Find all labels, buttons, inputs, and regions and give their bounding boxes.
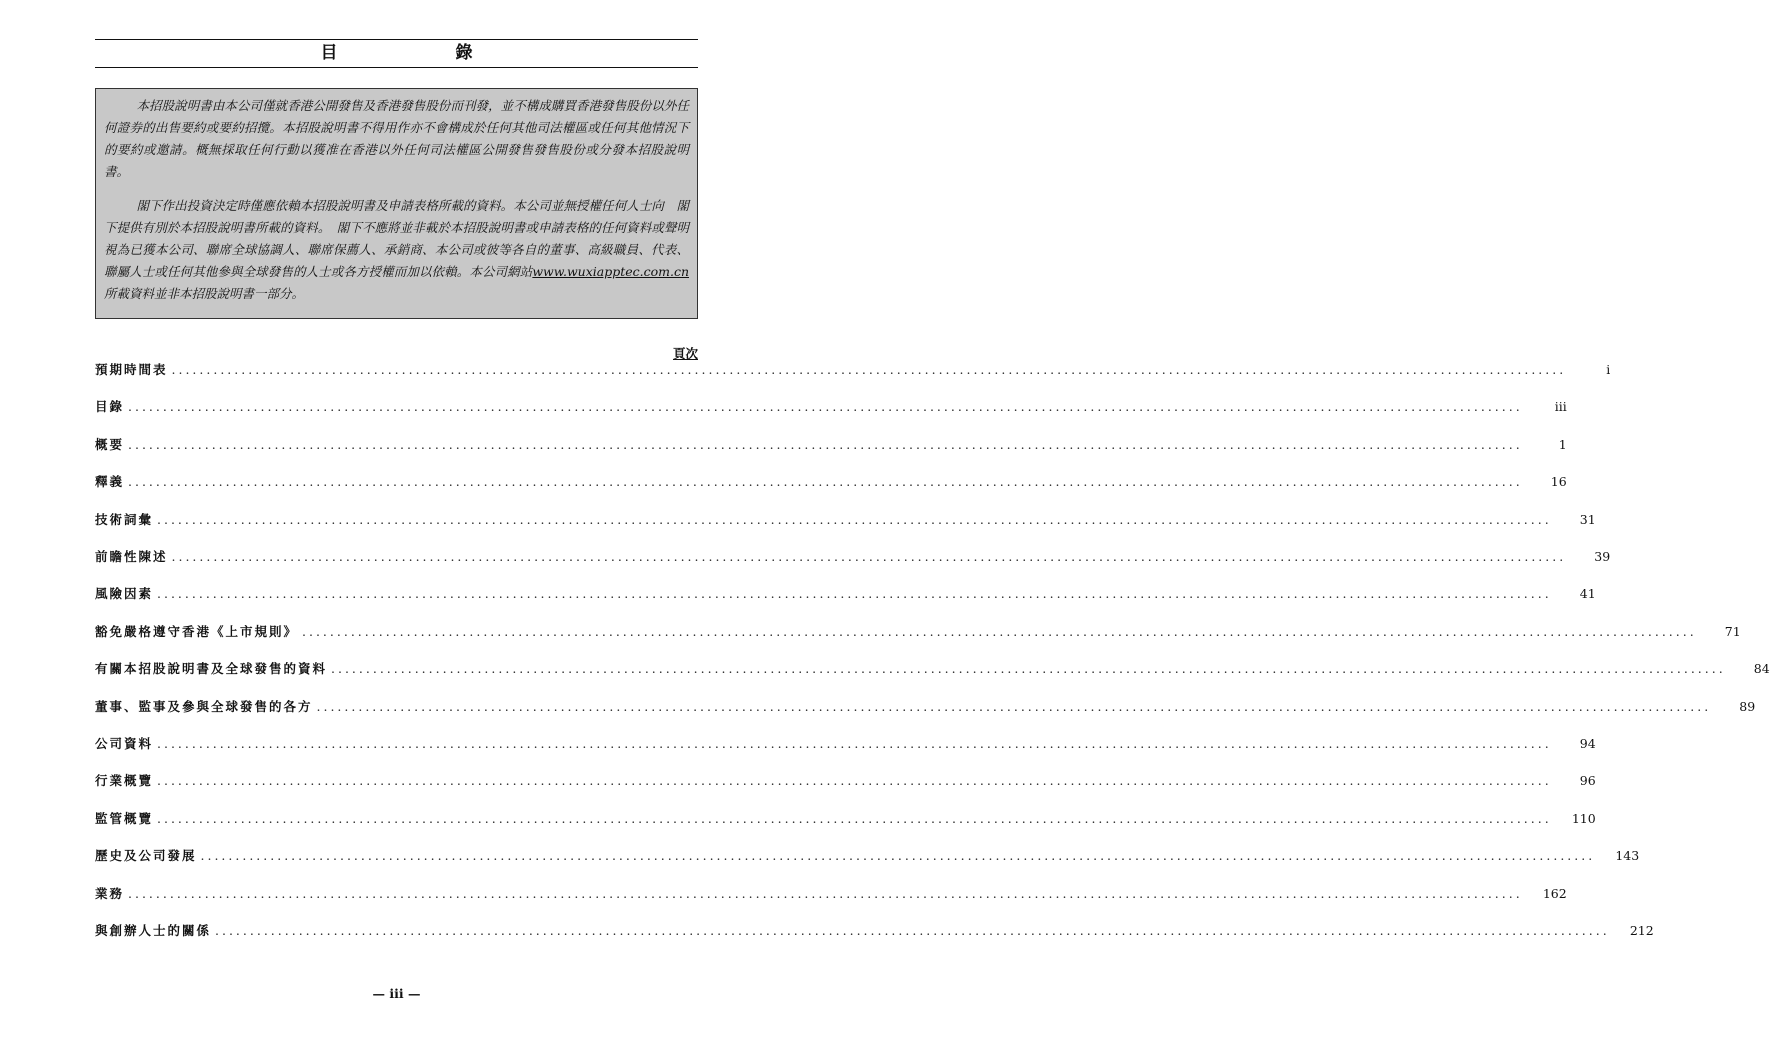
toc-leader-dots: ........................................................................................................................................................................................................ bbox=[200, 848, 1596, 864]
toc-entry-label: 監管概覽 bbox=[95, 810, 154, 826]
toc-entry-page: 41 bbox=[1579, 586, 1596, 602]
toc-entry[interactable] bbox=[95, 809, 1596, 831]
toc-entry[interactable] bbox=[95, 771, 1596, 793]
toc-entry[interactable] bbox=[95, 659, 1770, 681]
disclaimer-box bbox=[95, 88, 698, 319]
toc-leader-dots: ........................................................................................................................................................................................................ bbox=[171, 362, 1567, 377]
toc-leader-dots: ........................................................................................................................................................................................................ bbox=[128, 436, 1523, 452]
toc-entry-page: 162 bbox=[1542, 885, 1567, 901]
toc-entry[interactable] bbox=[95, 921, 1654, 943]
page-number: — iii — bbox=[372, 986, 421, 1001]
toc-entry[interactable] bbox=[95, 884, 1567, 906]
toc-leader-dots: ........................................................................................................................................................................................................ bbox=[128, 885, 1523, 901]
toc-entry-label: 目錄 bbox=[95, 399, 125, 415]
toc-entry-page: 96 bbox=[1579, 773, 1596, 789]
toc-entry-label: 董事、監事及參與全球發售的各方 bbox=[95, 698, 313, 714]
page-title: 目 錄 bbox=[320, 43, 501, 63]
disclaimer-paragraph-1: 本招股說明書由本公司僅就香港公開發售及香港發售股份而刊發，並不構成購買香港發售股份以外任何證券的出售要約或要約招攬。本招股說明書不得用作亦不會構成於任何其他司法權區或任何其他情況下的要約或邀請。概無採取任何行動以獲准在香港以外任何司法權區公開發售發售股份或分發本招股說明書。 bbox=[104, 98, 689, 179]
toc-entry-page: 1 bbox=[1558, 436, 1567, 452]
toc-entry[interactable] bbox=[95, 360, 1611, 382]
toc-leader-dots: ........................................................................................................................................................................................................ bbox=[331, 661, 1726, 677]
toc-entry-page: 89 bbox=[1739, 698, 1756, 714]
toc-leader-dots: ........................................................................................................................................................................................................ bbox=[302, 623, 1697, 639]
toc-leader-dots: ........................................................................................................................................................................................................ bbox=[157, 736, 1552, 751]
toc-entry-label: 與創辦人士的關係 bbox=[95, 923, 212, 938]
toc-entry[interactable] bbox=[95, 584, 1596, 606]
toc-entry-page: iii bbox=[1554, 399, 1567, 415]
title-bottom-rule bbox=[95, 67, 698, 68]
toc-entry[interactable] bbox=[95, 435, 1567, 457]
toc-entry-page: 212 bbox=[1629, 923, 1654, 938]
toc-leader-dots: ........................................................................................................................................................................................................ bbox=[128, 474, 1523, 490]
toc-entry-page: 94 bbox=[1579, 736, 1596, 751]
toc-entry-label: 有關本招股說明書及全球發售的資料 bbox=[95, 661, 328, 677]
toc-entry-label: 預期時間表 bbox=[95, 362, 168, 377]
toc-leader-dots: ........................................................................................................................................................................................................ bbox=[157, 511, 1552, 527]
toc-entry-page: 16 bbox=[1550, 474, 1567, 490]
toc-entry-page: 110 bbox=[1571, 810, 1596, 826]
disclaimer-text-before-link: 閣下作出投資決定時僅應依賴本招股說明書及申請表格所載的資料。本公司並無授權任何人士向 閣下提供有別於本招股說明書所載的資料。 閣下不應將並非載於本招股說明書或申請表格的任何資料或聲明視為已獲本公司、聯席全球協調人、聯席保薦人、承銷商、本公司或彼等各自的董事、高級職員、代表、聯屬人士或任何其他參與全球發售的人士或各方授權而加以依賴。本公司網站 bbox=[104, 198, 689, 279]
toc-leader-dots: ........................................................................................................................................................................................................ bbox=[316, 698, 1712, 714]
toc-entry[interactable] bbox=[95, 734, 1596, 756]
toc-entry-label: 概要 bbox=[95, 436, 125, 452]
toc-entry-label: 歷史及公司發展 bbox=[95, 848, 197, 864]
toc-entry[interactable] bbox=[95, 510, 1596, 532]
toc-leader-dots: ........................................................................................................................................................................................................ bbox=[215, 923, 1610, 938]
toc-entry-page: i bbox=[1606, 362, 1611, 377]
toc-entry-page: 31 bbox=[1579, 511, 1596, 527]
toc-leader-dots: ........................................................................................................................................................................................................ bbox=[128, 399, 1523, 415]
page-column-header: 頁次 bbox=[672, 346, 698, 361]
toc-leader-dots: ........................................................................................................................................................................................................ bbox=[157, 810, 1552, 826]
toc-entry-label: 業務 bbox=[95, 885, 125, 901]
toc-leader-dots: ........................................................................................................................................................................................................ bbox=[171, 549, 1567, 564]
toc-entry-label: 前瞻性陳述 bbox=[95, 549, 168, 564]
toc-entry-label: 豁免嚴格遵守香港《上市規則》 bbox=[95, 623, 299, 639]
toc-entry[interactable] bbox=[95, 547, 1611, 569]
toc-entry-page: 39 bbox=[1594, 549, 1611, 564]
disclaimer-paragraph-2 bbox=[104, 195, 689, 305]
disclaimer-text-after-link: 所載資料並非本招股說明書一部分。 bbox=[104, 286, 305, 301]
toc-entry-page: 71 bbox=[1724, 623, 1741, 639]
top-rule bbox=[95, 39, 698, 40]
toc-entry-label: 公司資料 bbox=[95, 736, 154, 751]
toc-entry-page: 84 bbox=[1753, 661, 1770, 677]
toc-entry-page: 143 bbox=[1615, 848, 1640, 864]
toc-entry[interactable] bbox=[95, 397, 1567, 419]
toc-leader-dots: ........................................................................................................................................................................................................ bbox=[157, 586, 1552, 602]
toc-entry-label: 技術詞彙 bbox=[95, 511, 154, 527]
toc-entry[interactable] bbox=[95, 622, 1741, 644]
toc-entry[interactable] bbox=[95, 697, 1756, 719]
toc-entry-label: 行業概覽 bbox=[95, 773, 154, 789]
toc-entry-label: 風險因素 bbox=[95, 586, 154, 602]
toc-leader-dots: ........................................................................................................................................................................................................ bbox=[157, 773, 1552, 789]
toc-entry[interactable] bbox=[95, 472, 1567, 494]
toc-entry[interactable] bbox=[95, 846, 1640, 868]
toc-entry-label: 釋義 bbox=[95, 474, 125, 490]
company-website-link[interactable]: www.wuxiapptec.com.cn bbox=[532, 264, 689, 279]
